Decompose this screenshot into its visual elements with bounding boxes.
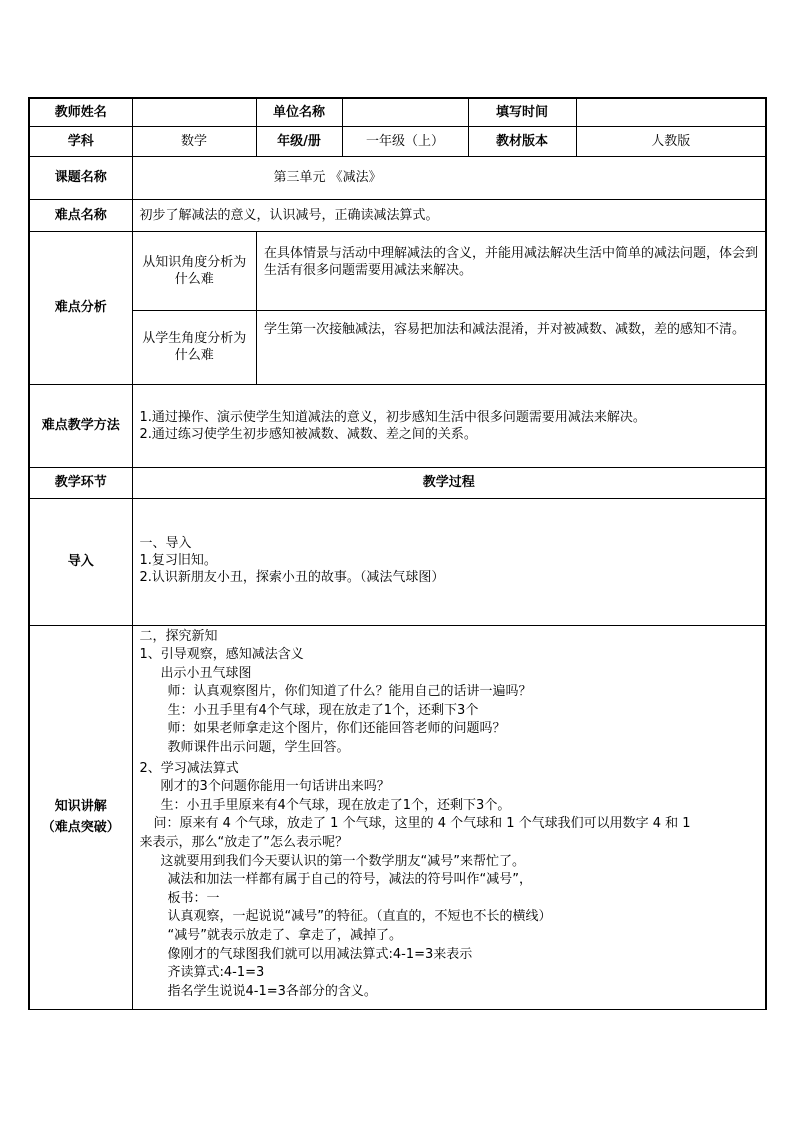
teaching-process-label: 教学过程 <box>132 467 766 498</box>
difficulty-label: 难点名称 <box>29 199 132 231</box>
knowledge-row <box>29 625 766 1009</box>
intro-line: 一、导入 <box>139 535 192 551</box>
lesson-plan-table <box>28 97 767 1010</box>
topic-row <box>29 156 766 199</box>
method-line-1: 1.通过操作、演示使学生知道减法的意义，初步感知生活中很多问题需要用减法来解决。 <box>139 409 646 425</box>
process-line: 问：原来有 4 个气球，放走了 1 个气球，这里的 4 个气球和 1 个气球我们可以用数字 4 和 1 <box>153 816 691 832</box>
grade-label: 年级/册 <box>256 126 342 156</box>
process-line: 生：小丑手里有4个气球，现在放走了1个，还剩下3个 <box>167 702 479 718</box>
fill-time-value <box>576 98 766 126</box>
teaching-stage-label: 教学环节 <box>29 467 132 498</box>
process-line: 指名学生说说4-1=3各部分的含义。 <box>167 983 377 999</box>
intro-line: 1.复习旧知。 <box>139 552 217 568</box>
student-angle-label: 从学生角度分析为什么难 <box>133 310 257 383</box>
edition-value: 人教版 <box>576 126 766 156</box>
process-line: 1、引导观察，感知减法含义 <box>139 647 304 663</box>
knowledge-angle-text: 在具体情景与活动中理解减法的含义，并能用减法解决生活中简单的减法问题，体会到生活有很多问题需要用减法来解决。 <box>264 245 759 278</box>
student-angle-text: 学生第一次接触减法，容易把加法和减法混淆，并对被减数、减数，差的感知不清。 <box>257 310 766 383</box>
process-line: 出示小丑气球图 <box>160 665 252 681</box>
subject-label: 学科 <box>29 126 132 156</box>
analysis-label: 难点分析 <box>29 231 132 384</box>
subject-value: 数学 <box>132 126 256 156</box>
method-row <box>29 384 766 467</box>
subject-row <box>29 126 766 156</box>
process-line: 2、学习减法算式 <box>139 760 239 776</box>
intro-label: 导入 <box>29 498 132 625</box>
teacher-name-label: 教师姓名 <box>29 98 132 126</box>
process-line: 减法和加法一样都有属于自己的符号，减法的符号叫作“减号”， <box>167 872 532 888</box>
process-line: 齐读算式:4-1=3 <box>167 965 265 981</box>
process-line: “减号”就表示放走了、拿走了，减掉了。 <box>167 928 402 943</box>
fill-time-label: 填写时间 <box>468 98 576 126</box>
process-line: 教师课件出示问题，学生回答。 <box>167 740 350 756</box>
topic-value: 第三单元 《减法》 <box>132 156 766 199</box>
intro-row <box>29 498 766 625</box>
process-line: 板书：一 <box>167 890 220 906</box>
difficulty-value: 初步了解减法的意义，认识减号，正确读减法算式。 <box>132 199 766 231</box>
edition-label: 教材版本 <box>468 126 576 156</box>
method-label: 难点教学方法 <box>29 384 132 467</box>
process-line: 来表示，那么“放走了”怎么表示呢？ <box>139 835 348 851</box>
process-line: 像刚才的气球图我们就可以用减法算式:4-1=3来表示 <box>167 946 473 962</box>
knowledge-angle-label: 从知识角度分析为什么难 <box>133 232 257 311</box>
process-line: 认真观察，一起说说“减号”的特征。（直直的，不短也不长的横线） <box>167 909 552 925</box>
analysis-row <box>29 231 766 384</box>
grade-value: 一年级（上） <box>342 126 468 156</box>
process-line: 这就要用到我们今天要认识的第一个数学朋友“减号”来帮忙了。 <box>160 853 525 869</box>
header-row <box>29 98 766 126</box>
intro-content <box>132 498 766 625</box>
method-line-2: 2.通过练习使学生初步感知被减数、减数、差之间的关系。 <box>139 426 477 442</box>
unit-name-value <box>342 98 468 126</box>
process-line: 二，探究新知 <box>139 628 218 644</box>
intro-line: 2.认识新朋友小丑，探索小丑的故事。（减法气球图） <box>139 569 445 585</box>
difficulty-row <box>29 199 766 231</box>
process-line: 师：认真观察图片，你们知道了什么？能用自己的话讲一遍吗？ <box>167 684 532 700</box>
lesson-plan-sheet <box>28 97 765 1010</box>
analysis-subtable <box>133 232 766 384</box>
process-line: 刚才的3个问题你能用一句话讲出来吗？ <box>160 779 390 795</box>
method-text <box>132 384 766 467</box>
knowledge-label-cell <box>29 625 132 1009</box>
topic-label: 课题名称 <box>29 156 132 199</box>
knowledge-label: 知识讲解 <box>54 799 107 814</box>
process-line: 师：如果老师拿走这个图片，你们还能回答老师的问题吗？ <box>167 721 506 737</box>
process-line: 生：小丑手里原来有4个气球，现在放走了1个，还剩下3个。 <box>160 797 511 813</box>
process-header-row <box>29 467 766 498</box>
knowledge-content <box>132 625 766 1009</box>
knowledge-sublabel: （难点突破） <box>41 820 120 835</box>
teacher-name-value <box>132 98 256 126</box>
unit-name-label: 单位名称 <box>256 98 342 126</box>
